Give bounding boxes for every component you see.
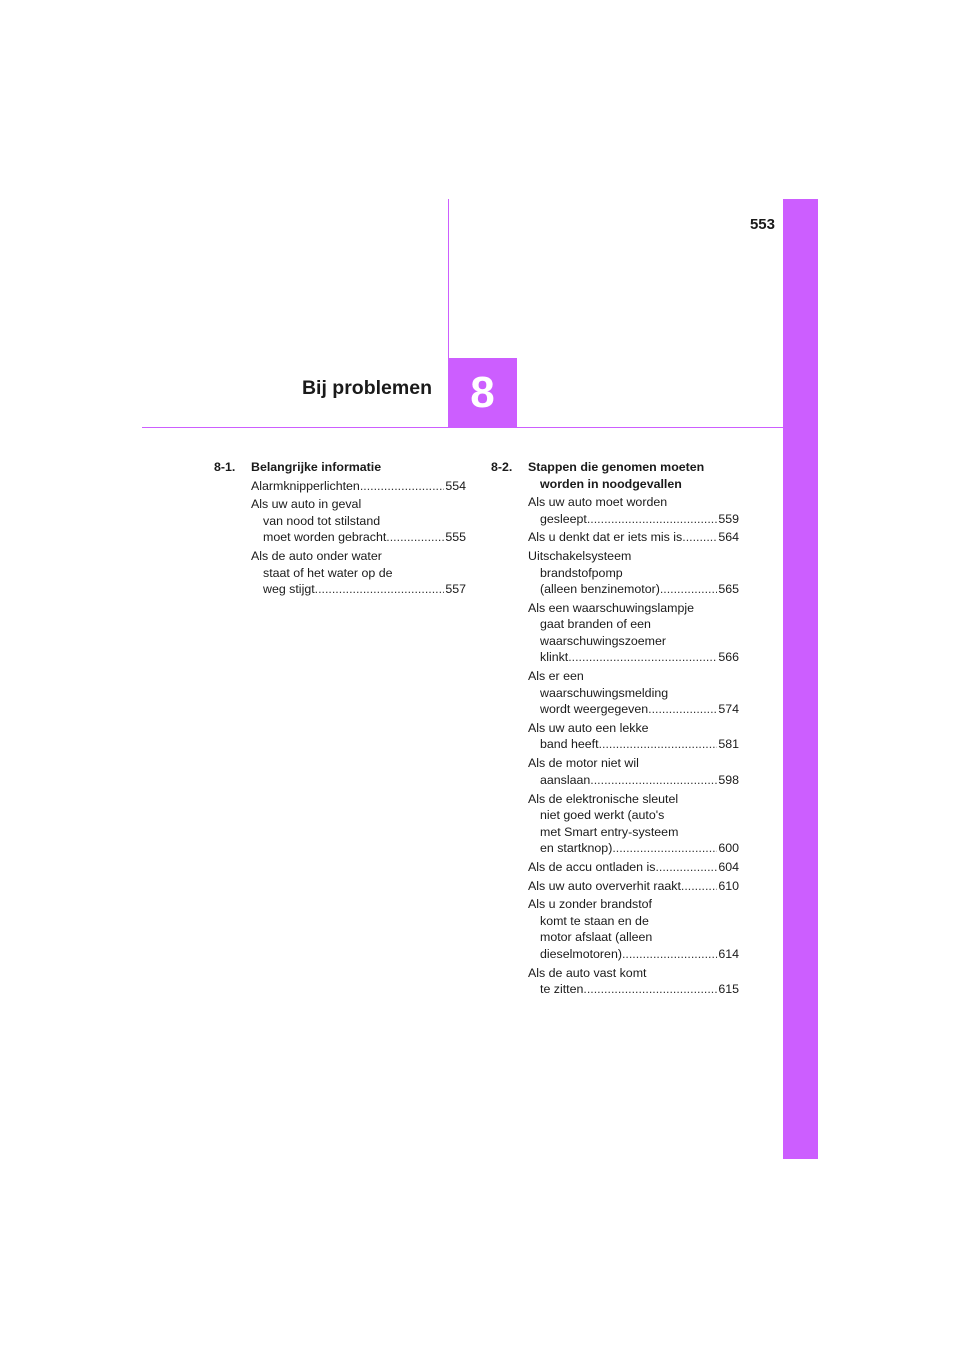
toc-entry-last-line <box>528 859 739 876</box>
toc-entry-text: Als de auto onder water <box>251 549 382 564</box>
toc-entry-page: 564 <box>718 530 739 545</box>
toc-entry-text: waarschuwingszoemer <box>540 633 667 648</box>
toc-entry-list <box>214 478 466 598</box>
toc-entry-page: 610 <box>718 878 739 893</box>
dot-leader <box>599 736 718 753</box>
toc-entry-text: Als u denkt dat er iets mis is <box>528 530 683 545</box>
toc-entry-list <box>491 494 739 998</box>
toc-entry[interactable] <box>528 791 739 857</box>
toc-entry[interactable] <box>528 755 739 788</box>
toc-entry-last-line <box>528 511 739 528</box>
toc-entry[interactable] <box>251 548 466 598</box>
toc-entry[interactable] <box>251 478 466 495</box>
toc-entry-text: wordt weergegeven <box>540 702 649 717</box>
toc-entry-page: 600 <box>718 841 739 856</box>
toc-entry-text: (alleen benzinemotor) <box>540 582 660 597</box>
section-number: 8-2. <box>491 460 513 474</box>
toc-entry-text: aanslaan <box>540 772 591 787</box>
dot-leader <box>655 859 717 876</box>
dot-leader <box>681 878 717 895</box>
toc-entry[interactable] <box>528 529 739 546</box>
toc-entry-text: Als uw auto een lekke <box>528 720 649 735</box>
page-number: 553 <box>749 216 775 233</box>
toc-entry-text: dieselmotoren) <box>540 946 622 961</box>
dot-leader <box>386 529 444 546</box>
toc-entry-page: 574 <box>718 702 739 717</box>
toc-entry-text: en startknop) <box>540 841 613 856</box>
toc-entry-last-line <box>528 981 739 998</box>
toc-entry-text: Als een waarschuwingslampje <box>528 600 694 615</box>
toc-entry-text: te zitten <box>540 982 584 997</box>
toc-entry-text: motor afslaat (alleen <box>540 930 653 945</box>
toc-entry-last-line <box>528 878 739 895</box>
dot-leader <box>587 511 717 528</box>
toc-entry-text: Als uw auto moet worden <box>528 495 668 509</box>
dot-leader <box>590 772 717 789</box>
toc-entry-text: staat of het water op de <box>263 565 393 580</box>
dot-leader <box>660 581 717 598</box>
toc-entry-page: 559 <box>718 511 739 526</box>
toc-entry-text: Als de auto vast komt <box>528 965 647 980</box>
toc-entry-page: 604 <box>718 859 739 874</box>
toc-entry-last-line <box>528 736 739 753</box>
toc-entry[interactable] <box>528 878 739 895</box>
dot-leader <box>315 581 445 598</box>
toc-entry-last-line <box>251 529 466 546</box>
toc-entry[interactable] <box>528 494 739 527</box>
toc-entry[interactable] <box>528 896 739 962</box>
toc-entry-page: 566 <box>718 650 739 665</box>
toc-entry[interactable] <box>528 600 739 666</box>
section-heading <box>491 459 739 492</box>
toc-entry-text: Als de motor niet wil <box>528 756 639 771</box>
toc-entry-text: komt te staan en de <box>540 913 649 928</box>
toc-entry-text: klinkt <box>540 650 569 665</box>
toc-entry-page: 615 <box>718 982 739 997</box>
toc-entry-page: 565 <box>718 582 739 597</box>
toc-entry-last-line <box>528 772 739 789</box>
toc-entry-text: van nood tot stilstand <box>263 513 381 528</box>
toc-entry[interactable] <box>528 548 739 598</box>
toc-entry-last-line <box>528 581 739 598</box>
toc-entry-last-line <box>528 649 739 666</box>
dot-leader <box>682 529 717 546</box>
dot-leader <box>360 478 445 495</box>
toc-entry-text: Als uw auto oververhit raakt <box>528 878 681 893</box>
section-number: 8-1. <box>214 460 236 474</box>
toc-section-8-1 <box>214 459 466 600</box>
toc-entry-text: moet worden gebracht <box>263 530 387 545</box>
toc-entry[interactable] <box>528 859 739 876</box>
toc-entry-text: brandstofpomp <box>540 565 623 580</box>
toc-entry-page: 598 <box>718 772 739 787</box>
section-title-line: worden in noodgevallen <box>540 476 682 491</box>
toc-entry-text: gaat branden of een <box>540 617 651 632</box>
section-title-line: Stappen die genomen moeten <box>528 460 705 474</box>
dot-leader <box>612 840 717 857</box>
toc-entry-text: gesleept <box>540 511 587 526</box>
toc-entry-page: 557 <box>445 582 466 597</box>
toc-entry[interactable] <box>528 720 739 753</box>
toc-entry-last-line <box>528 529 739 546</box>
toc-entry-text: Uitschakelsysteem <box>528 549 632 564</box>
toc-entry-page: 555 <box>445 530 466 545</box>
section-heading <box>214 459 466 476</box>
toc-entry-last-line <box>528 701 739 718</box>
dot-leader <box>583 981 717 998</box>
chapter-side-tab <box>783 199 818 1159</box>
section-title-line: Belangrijke informatie <box>251 460 382 474</box>
toc-section-8-2 <box>491 459 739 1000</box>
toc-entry-text: niet goed werkt (auto's <box>540 808 665 823</box>
toc-entry[interactable] <box>251 496 466 546</box>
toc-entry-text: waarschuwingsmelding <box>540 685 669 700</box>
chapter-number-box: 8 <box>448 358 517 428</box>
toc-entry-last-line <box>251 478 466 495</box>
toc-entry-text: Als de accu ontladen is <box>528 859 656 874</box>
toc-entry[interactable] <box>528 965 739 998</box>
toc-entry-page: 581 <box>718 737 739 752</box>
toc-entry-last-line <box>528 840 739 857</box>
toc-entry-text: weg stijgt <box>263 582 315 597</box>
toc-entry-text: Alarmknipperlichten <box>251 478 360 493</box>
dot-leader <box>648 701 717 718</box>
toc-entry-text: Als uw auto in geval <box>251 497 362 512</box>
toc-entry-text: met Smart entry-systeem <box>540 824 679 839</box>
vertical-divider <box>448 199 449 359</box>
toc-entry-text: Als er een <box>528 669 584 684</box>
toc-entry-text: Als de elektronische sleutel <box>528 791 679 806</box>
chapter-title: Bij problemen <box>301 377 432 399</box>
toc-entry-text: band heeft <box>540 737 599 752</box>
toc-entry-last-line <box>528 946 739 963</box>
toc-entry-text: Als u zonder brandstof <box>528 897 652 912</box>
dot-leader <box>622 946 717 963</box>
toc-entry-page: 614 <box>718 946 739 961</box>
toc-entry-last-line <box>251 581 466 598</box>
toc-entry-page: 554 <box>445 478 466 493</box>
section-title <box>251 459 466 476</box>
toc-entry[interactable] <box>528 668 739 718</box>
section-title <box>528 459 739 492</box>
dot-leader <box>568 649 717 666</box>
